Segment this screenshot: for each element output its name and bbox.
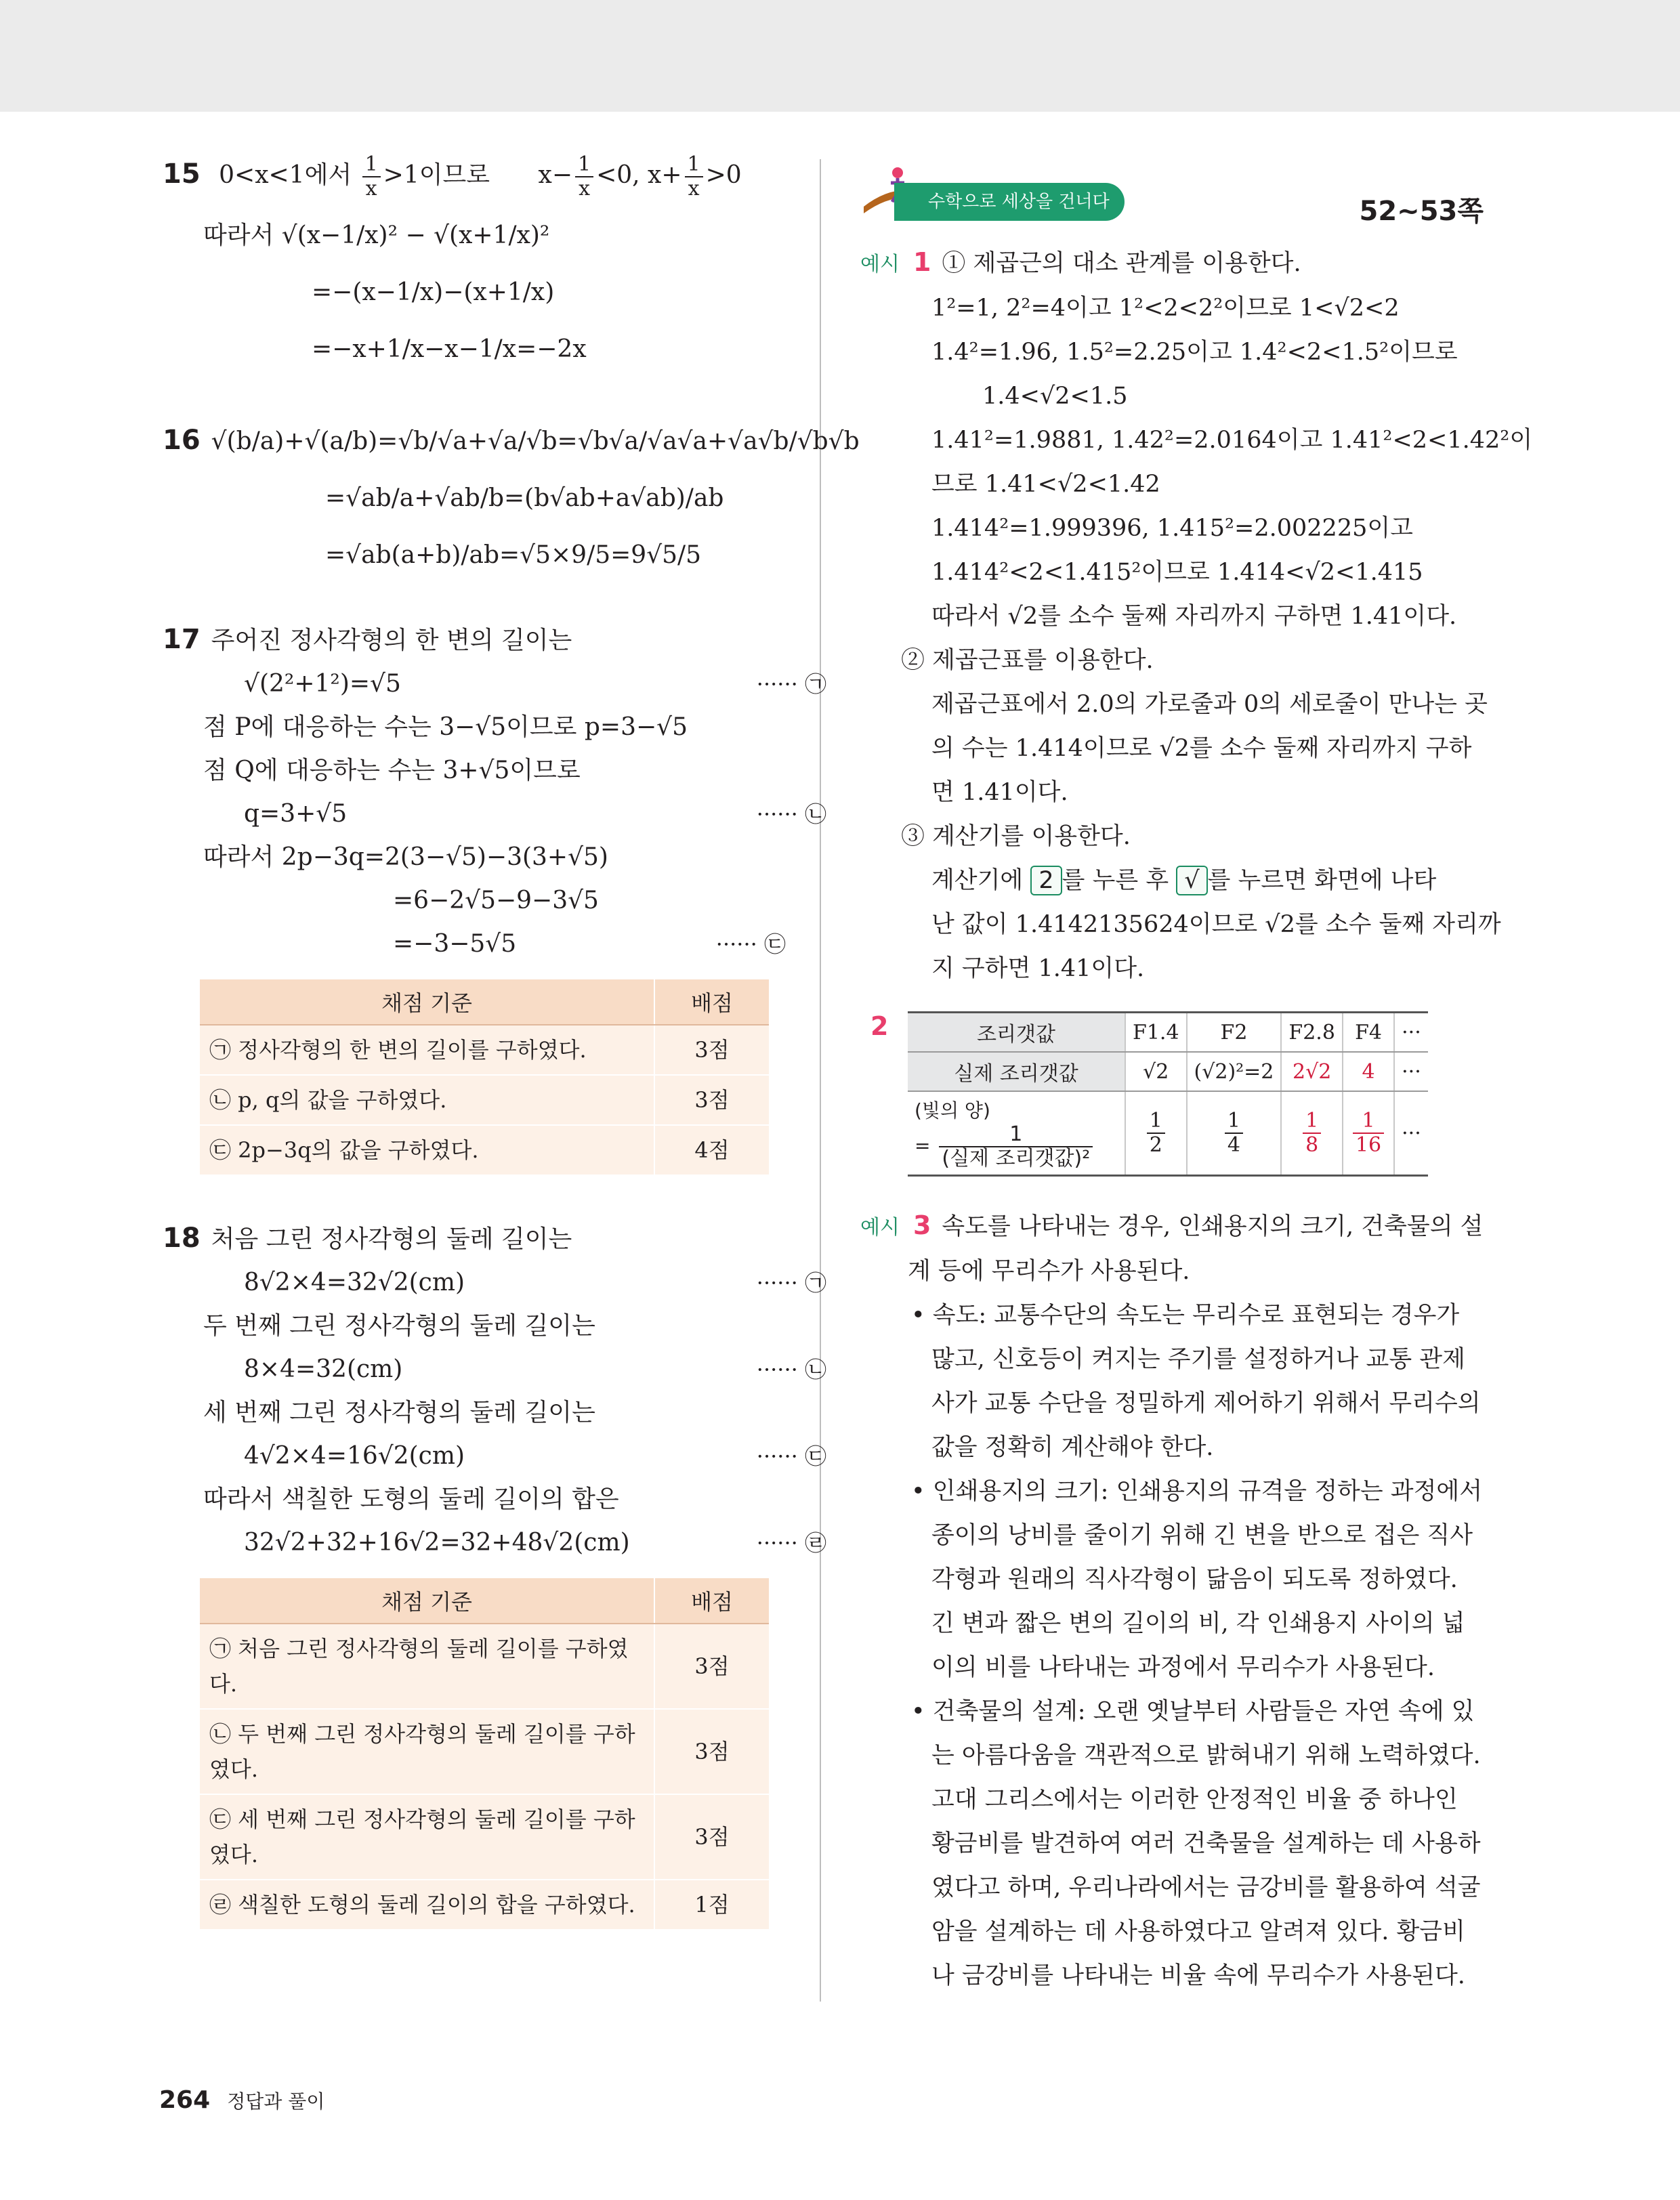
answer-1 [860,240,1533,991]
table-cell: (√2)²=2 [1187,1052,1282,1091]
q3-intro-text: 속도를 나타내는 경우, 인쇄용지의 크기, 건축물의 설계 등에 무리수가 사용된다. [908,1213,1484,1285]
problem-number: 15 [163,158,201,190]
q1-text15a: 계산기에 [931,867,1024,894]
score-criteria: ㉠ 정사각형의 한 변의 길이를 구하였다. [200,1025,654,1075]
table-cell: F1.4 [1125,1013,1187,1053]
frac [362,153,381,200]
p15-cond: 0<x<1에서 [219,161,352,189]
q1-line9: 따라서 √2를 소수 둘째 자리까지 구하면 1.41이다. [931,603,1457,630]
q1-line15 [860,859,1484,903]
table-cell: ··· [1394,1052,1428,1091]
table-row [200,1125,769,1175]
p15-cond2: >1이므로 [383,161,490,189]
p17-line1 [163,618,772,662]
scoring-table-17 [200,979,769,1176]
calculator-sqrt-key: √ [1176,866,1207,895]
frac-den: 4 [1227,1133,1241,1157]
p18-line8 [163,1521,826,1565]
p18-line1 [163,1217,772,1261]
q3-bullet-architecture: • 건축물의 설계: 오랜 옛날부터 사람들은 자연 속에 있는 아름다움을 객관적으로 밝혀내기 위해 노력하였다. 고대 그리스에서는 이러한 안정적인 비율 중 하나인 황금비를 발견하여 여러 건축물을 설계하는 데 사용하였다고 하며, 우리나라에서는 금강비를 활용하여 석굴암을 설계하는 데 사용하였다고 알려져 있다. 황금비나 금강비를 나타내는 비율 속에 무리수가 사용된다. [911,1698,1481,1989]
p16-line3: =√ab(a+b)/ab=√5×9/5=9√5/5 [325,541,702,569]
table-cell: √2 [1125,1052,1187,1091]
aperture-table [908,1011,1428,1177]
score-points: 4점 [654,1125,769,1175]
p15-ineq3: >0 [705,161,742,189]
problem-18 [163,1217,826,1565]
table-row [908,1013,1428,1053]
equals-sign: = [915,1135,931,1157]
table-row [200,1075,769,1125]
table-cell: ··· [1394,1013,1428,1053]
q1-line8: 1.414²<2<1.415²이므로 1.414<√2<1.415 [931,559,1423,586]
q3-bullet-paper: • 인쇄용지의 크기: 인쇄용지의 규격을 정하는 과정에서 종이의 낭비를 줄이기 위해 긴 변을 반으로 접은 직사각형과 원래의 직사각형이 닮음이 되도록 정하였다. 긴 변과 짧은 변의 길이의 비, 각 인쇄용지 사이의 넓이의 비를 나타내는 과정에서 무리수가 사용된다. [911,1478,1483,1681]
p18-line4 [163,1348,826,1391]
q1-line4: 1.4<√2<1.5 [982,383,1128,410]
table-cell: F2 [1187,1013,1282,1053]
page-range: 52~53쪽 [1359,196,1484,227]
answer-cell: 4 [1343,1052,1394,1091]
p17-expr5: q=3+√5 [244,800,348,828]
p18-line5: 세 번째 그린 정사각형의 둘레 길이는 [203,1399,595,1426]
p18-expr8: 32√2+32+16√2=32+48√2(cm) [244,1529,630,1557]
table-cell [1125,1091,1187,1176]
table-row [200,1709,769,1794]
score-criteria: ㉠ 처음 그린 정사각형의 둘레 길이를 구하였다. [200,1624,654,1709]
frac-den: 16 [1355,1133,1382,1157]
answer-cell [1343,1091,1394,1176]
score-points: 3점 [654,1624,769,1709]
question-number: 1 [912,247,931,277]
p17-expr2: √(2²+1²)=√5 [244,670,401,698]
q1-line6: 므로 1.41<√2<1.42 [931,471,1160,498]
example-label: 예시 [860,253,900,276]
answer-2 [860,1011,1484,1177]
answer-3 [860,1204,1484,1998]
frac-num: 1 [939,1123,1093,1147]
score-criteria: ㉡ 두 번째 그린 정사각형의 둘레 길이를 구하였다. [200,1709,654,1794]
p16-expr1: √(b/a)+√(a/b)=√b/√a+√a/√b=√b√a/√a√a+√a√b/√b√b [211,427,860,455]
score-criteria: ㉣ 색칠한 도형의 둘레 길이의 합을 구하였다. [200,1880,654,1930]
table-row [200,1794,769,1880]
q3-intro [860,1204,1484,1294]
score-criteria: ㉢ 세 번째 그린 정사각형의 둘레 길이를 구하였다. [200,1794,654,1880]
frac-num: 1 [685,153,703,177]
p18-line2 [163,1261,826,1305]
p17-line8 [163,923,786,966]
answer-cell: 2√2 [1281,1052,1343,1091]
p18-line6 [163,1435,826,1478]
p18-expr4: 8×4=32(cm) [244,1355,403,1383]
frac-num: 1 [362,153,381,177]
question-number: 2 [870,1011,889,1041]
p17-line4: 점 Q에 대응하는 수는 3+√5이므로 [203,757,581,784]
step-marker: ······ ㉠ [756,1270,826,1296]
q1-line13: 면 1.41이다. [931,779,1068,806]
frac [575,153,593,200]
score-points: 3점 [654,1709,769,1794]
banner-title: 수학으로 세상을 건너다 [894,183,1125,221]
answer-cell [1281,1091,1343,1176]
frac [1353,1109,1384,1157]
p17-line3: 점 P에 대응하는 수는 3−√5이므로 p=3−√5 [203,713,688,741]
calculator-key-2: 2 [1030,866,1062,895]
p17-text1: 주어진 정사각형의 한 변의 길이는 [211,627,572,654]
q1-method1: ① 제곱근의 대소 관계를 이용한다. [942,250,1301,277]
q1-line17: 지 구하면 1.41이다. [931,955,1145,982]
row-header-aperture: 조리갯값 [908,1013,1125,1053]
score-header-points: 배점 [654,1578,769,1624]
problem-number: 18 [163,1223,201,1254]
frac-num: 1 [1303,1109,1321,1134]
frac [1225,1109,1243,1157]
score-points: 3점 [654,1025,769,1075]
frac-num: 1 [1225,1109,1243,1134]
table-cell: F2.8 [1281,1013,1343,1053]
p17-line7: =6−2√5−9−3√5 [393,887,599,914]
q1-method2: ② 제곱근표를 이용한다. [901,647,1154,674]
step-marker: ······ ㉣ [756,1530,826,1556]
frac-den: (실제 조리갯값)² [942,1147,1091,1170]
problem-number: 17 [163,624,201,655]
q1-line5: 1.41²=1.9881, 1.42²=2.0164이고 1.41²<2<1.42²이 [931,427,1533,454]
p15-ineq2: <0, x+ [596,161,682,189]
step-marker: ······ ㉢ [756,1443,826,1469]
section-banner [860,156,1484,227]
frac-den: 8 [1305,1133,1319,1157]
table-row [200,1624,769,1709]
score-points: 3점 [654,1794,769,1880]
top-margin-band [0,0,1680,112]
problem-17 [163,618,826,966]
score-criteria: ㉢ 2p−3q의 값을 구하였다. [200,1125,654,1175]
p18-expr6: 4√2×4=16√2(cm) [244,1442,465,1470]
q1-line2: 1²=1, 2²=4이고 1²<2<2²이므로 1<√2<2 [931,295,1400,322]
frac-den: 2 [1149,1133,1162,1157]
table-cell: ··· [1394,1091,1428,1176]
p17-line2 [163,662,826,706]
frac [685,153,703,200]
table-row [908,1052,1428,1091]
p16-line1 [163,419,860,463]
example-label: 예시 [860,1216,900,1240]
q1-line16: 난 값이 1.4142135624이므로 √2를 소수 둘째 자리까 [931,911,1501,938]
q1-line12: 의 수는 1.414이므로 √2를 소수 둘째 자리까지 구하 [931,735,1472,762]
scoring-table-18 [200,1578,769,1930]
q1-text15b: 를 누른 후 [1062,867,1169,894]
p16-line2: =√ab/a+√ab/b=(b√ab+a√ab)/ab [325,484,724,512]
p15-line1 [163,152,772,200]
score-header-points: 배점 [654,979,769,1025]
page-footer [159,2086,324,2114]
frac-den: x [688,177,700,200]
step-marker: ······ ㉡ [756,1357,826,1382]
light-amount-label: (빛의 양) [915,1099,990,1122]
score-points: 3점 [654,1075,769,1125]
row-header-light-amount [908,1091,1125,1176]
right-column [860,156,1533,1998]
row-header-actual-aperture: 실제 조리갯값 [908,1052,1125,1091]
table-row [908,1091,1428,1176]
frac [1147,1109,1165,1157]
score-header-criteria: 채점 기준 [200,1578,654,1624]
p18-text1: 처음 그린 정사각형의 둘레 길이는 [211,1225,572,1253]
p18-line3: 두 번째 그린 정사각형의 둘레 길이는 [203,1312,595,1340]
frac-den: x [579,177,590,200]
q1-line3: 1.4²=1.96, 1.5²=2.25이고 1.4²<2<1.5²이므로 [931,339,1458,366]
table-cell [1187,1091,1282,1176]
problem-number: 16 [163,425,201,456]
problem-15 [163,152,772,371]
frac [939,1123,1093,1170]
footer-title: 정답과 풀이 [227,2090,325,2113]
question-number: 3 [912,1210,931,1240]
step-marker: ······ ㉠ [756,671,826,697]
score-criteria: ㉡ p, q의 값을 구하였다. [200,1075,654,1125]
table-row [200,1880,769,1930]
frac-num: 1 [575,153,593,177]
table-cell: F4 [1343,1013,1394,1053]
q1-line1 [860,240,1484,287]
table-row [200,1025,769,1075]
frac-den: x [365,177,377,200]
p15-line4: =−x+1/x−x−1/x=−2x [312,335,587,363]
q1-method3: ③ 계산기를 이용한다. [901,823,1131,850]
p15-ineq1: x− [538,161,572,189]
q1-line11: 제곱근표에서 2.0의 가로줄과 0의 세로줄이 만나는 곳 [931,691,1488,718]
q3-bullet-speed: • 속도: 교통수단의 속도는 무리수로 표현되는 경우가 많고, 신호등이 켜지는 주기를 설정하거나 교통 관제사가 교통 수단을 정밀하게 제어하기 위해서 무리수의 값을 정확히 계산해야 한다. [911,1302,1481,1461]
p17-line5 [163,792,826,836]
p18-line7: 따라서 색칠한 도형의 둘레 길이의 합은 [203,1485,619,1513]
problem-16 [163,419,860,577]
frac-num: 1 [1147,1109,1165,1134]
page-number: 264 [159,2086,211,2114]
score-points: 1점 [654,1880,769,1930]
q1-line7: 1.414²=1.999396, 1.415²=2.002225이고 [931,515,1413,542]
frac [1303,1109,1321,1157]
p15-line2: 따라서 √(x−1/x)² − √(x+1/x)² [203,221,550,249]
frac-num: 1 [1353,1109,1384,1134]
q1-text15c: 를 누르면 화면에 나타 [1207,867,1437,894]
p17-line6: 따라서 2p−3q=2(3−√5)−3(3+√5) [203,843,608,871]
step-marker: ······ ㉡ [756,801,826,827]
left-column [163,152,860,1930]
p17-expr8: =−3−5√5 [393,930,517,958]
p18-expr2: 8√2×4=32√2(cm) [244,1269,465,1296]
score-header-criteria: 채점 기준 [200,979,654,1025]
p15-line3: =−(x−1/x)−(x+1/x) [312,278,555,306]
step-marker: ······ ㉢ [715,931,786,957]
